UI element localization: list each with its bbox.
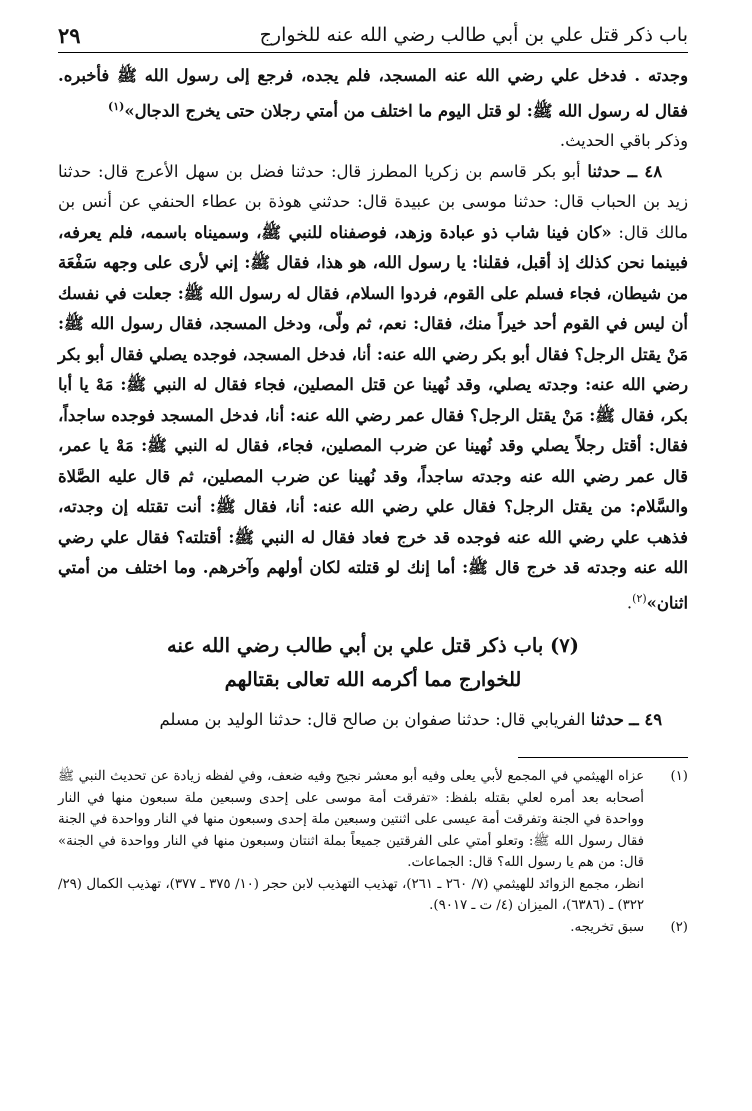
footnote-number: (٢) [670, 919, 688, 935]
footnote-separator [518, 757, 688, 758]
hadith-keyword: حدثنا [590, 709, 624, 729]
chapter-heading [58, 629, 688, 697]
footnote-ref-2: (٢) [632, 591, 647, 605]
opening-paragraph [58, 61, 688, 126]
hadith-end: . [626, 593, 633, 613]
hadith-isnad: أبو بكر قاسم بن زكريا المطرز قال: حدثنا فضل بن سهل الأعرج قال: حدثنا زيد بن الحباب قال: حدثنا موسى بن عبيدة قال: حدثني هوذة بن عطاء الحنفي عن أنس بن مالك قال: [58, 161, 688, 242]
hadith-isnad: الفريابي قال: حدثنا صفوان بن صالح قال: حدثنا الوليد بن مسلم [159, 709, 586, 729]
book-page [58, 18, 688, 1088]
hadith-49 [58, 705, 688, 736]
hadith-keyword: حدثنا [587, 161, 621, 181]
footnote-number: (١) [670, 769, 688, 785]
page-number: ٢٩ [58, 23, 81, 48]
footnote-2 [58, 917, 688, 939]
opening-text: وجدته . فدخل علي رضي الله عنه المسجد، فلم يجده، فرجع إلى رسول الله ﷺ فأخبره. فقال له رسول الله ﷺ: لو قتل اليوم ما اختلف من أمتي رجلان حتى يخرج الدجال» [58, 66, 688, 120]
opening-tail: وذكر باقي الحديث. [559, 131, 688, 151]
page-header [58, 18, 688, 53]
chapter-title-line-2: للخوارج مما أكرمه الله تعالى بقتالهم [224, 667, 522, 691]
hadith-number: ٤٩ ــ [629, 709, 662, 729]
footnotes [58, 766, 688, 938]
footnote-line: عزاه الهيثمي في المجمع لأبي يعلى وفيه أبو معشر نجيح وفيه ضعف، وفي لفظه زيادة عن تحديث النبي ﷺ أصحابه بعد أمره لعلي بقتله بلفظ: «تفرقت أمة موسى على إحدى وسبعين ملة سبعون منها في النار وواحدة في الجنة وتفرقت أمة عيسى على اثنتين وسبعين ملة إحدى وسبعون منها في النار وواحدة في الجنة فقال رسول الله ﷺ: وتعلو أمتي على الفرقتين جميعاً بملة اثنتان وسبعون منها في النار وواحدة في الجنة» قال: من هم يا رسول الله؟ قال: الجماعات. [58, 769, 644, 871]
hadith-48 [58, 157, 688, 619]
footnote-text [58, 917, 644, 939]
main-text [58, 61, 688, 735]
hadith-number: ٤٨ ــ [627, 161, 663, 181]
running-title: باب ذكر قتل علي بن أبي طالب رضي الله عنه للخوارج [259, 24, 688, 46]
footnote-ref-1: (١) [108, 99, 125, 113]
chapter-title-line-1: (٧) باب ذكر قتل علي بن أبي طالب رضي الله عنه [167, 633, 579, 657]
footnote-1 [58, 766, 688, 917]
footnote-line: سبق تخريجه. [570, 919, 644, 935]
footnote-text [58, 766, 644, 917]
hadith-matn: «كان فينا شاب ذو عبادة وزهد، فوصفناه للنبي ﷺ، وسميناه باسمه، فلم يعرفه، فبينما نحن كذلك إذ أقبل، فقلنا: يا رسول الله، هو هذا، فقال ﷺ: إني لأرى على وجهه سَفْعَة من شيطان، فجاء فسلم على القوم، فردوا السلام، فقال له رسول الله ﷺ: جعلت في نفسك أن ليس في القوم أحد خيراً منك، فقال: نعم، ثم ولّى، ودخل المسجد، فقال رسول الله ﷺ: مَنْ يقتل الرجل؟ فقال أبو بكر رضي الله عنه: أنا، فدخل المسجد، فوجده يصلي فقال أبو بكر رضي الله عنه: وجدته يصلي، وقد نُهينا عن قتل المصلين، فجاء فقال له النبي ﷺ: مَهْ يا أبا بكر، فقال ﷺ: مَنْ يقتل الرجل؟ فقال عمر رضي الله عنه: أنا، فدخل المسجد فوجده ساجداً، فقال: أقتل رجلاً يصلي وقد نُهينا عن ضرب المصلين، فجاء، فقال له النبي ﷺ: مَهْ يا عمر، قال عمر رضي الله عنه وجدته ساجداً، وقد نُهينا عن ضرب المصلين، ثم قال عليه الصَّلاة والسَّلام: من يقتل الرجل؟ فقال علي رضي الله عنه: أنا، فقال ﷺ: أنت تقتله إن وجدته، فذهب علي رضي الله عنه فوجده قد خرج فعاد فقال له النبي ﷺ: أقتلته؟ فقال علي رضي الله عنه وجدته قد خرج قال ﷺ: أما إنك لو قتلته لكان أولهم وآخرهم. وما اختلف من أمتي اثنان» [58, 222, 688, 613]
footnote-line: انظر، مجمع الزوائد للهيثمي (٧/ ٢٦٠ ـ ٢٦١)، تهذيب التهذيب لابن حجر (١٠/ ٣٧٥ ـ ٣٧٧)، تهذيب الكمال (٢٩/ ٣٢٢) ـ (٦٣٨٦)، الميزان (٤/ ت ـ ٩٠١٧). [58, 876, 644, 914]
